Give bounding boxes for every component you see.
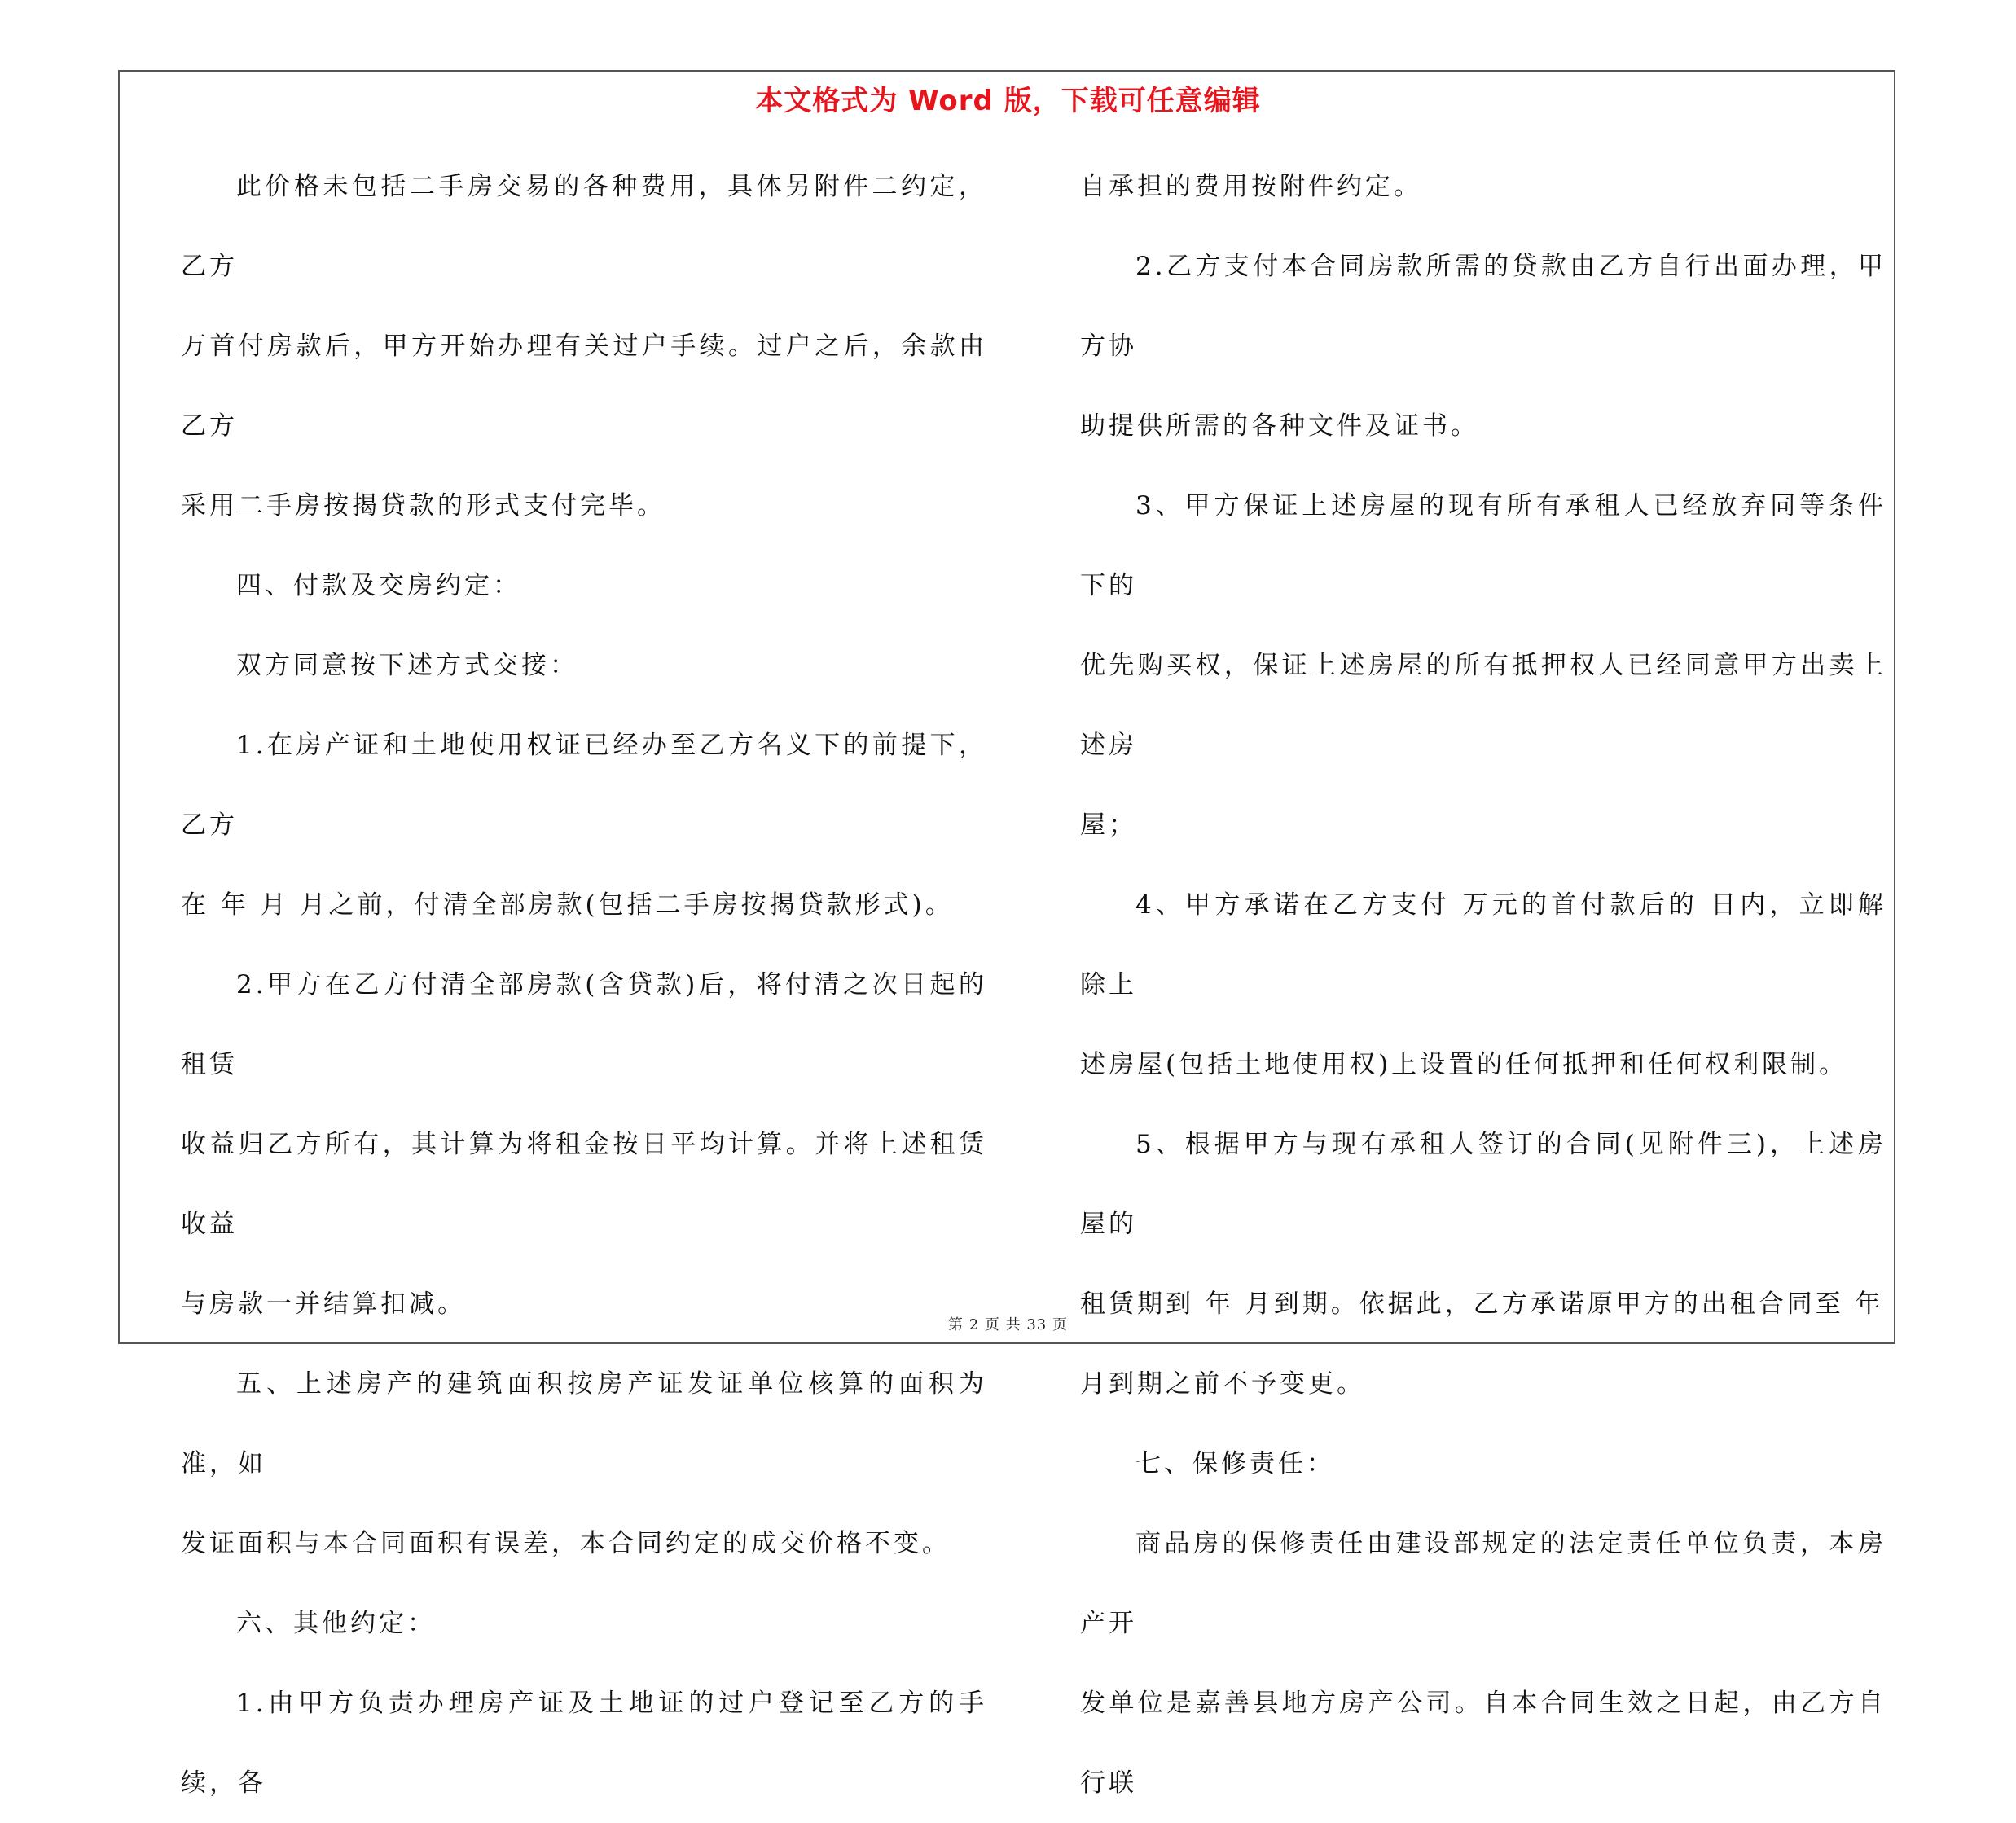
paragraph-line: 5、根据甲方与现有承租人签订的合同(见附件三)，上述房屋的 [1080,1130,1886,1239]
paragraph-line: 1.由甲方负责办理房产证及土地证的过户登记至乙方的手续，各 [181,1689,987,1798]
paragraph-line: 七、保修责任： [1135,1449,1335,1478]
paragraph-line: 优先购买权，保证上述房屋的所有抵押权人已经同意甲方出卖上述房 [1080,651,1886,760]
paragraph-line: 四、付款及交房约定： [236,571,521,600]
paragraph-line: 六、其他约定： [236,1609,436,1638]
paragraph-line: 2.乙方支付本合同房款所需的贷款由乙方自行出面办理，甲方协 [1080,252,1886,361]
format-banner: 本文格式为 Word 版，下载可任意编辑 [755,85,1261,117]
paragraph-line: 双方同意按下述方式交接： [236,651,578,680]
paragraph-line: 五、上述房产的建筑面积按房产证发证单位核算的面积为准，如 [181,1369,987,1478]
paragraph-line: 在 年 月 月之前，付清全部房款(包括二手房按揭贷款形式)。 [181,890,954,920]
paragraph-line: 此价格未包括二手房交易的各种费用，具体另附件二约定，乙方 [181,172,987,281]
paragraph-line: 采用二手房按揭贷款的形式支付完毕。 [181,491,665,521]
paragraph-line: 发单位是嘉善县地方房产公司。自本合同生效之日起，由乙方自行联 [1080,1689,1886,1798]
paragraph-line: 万首付房款后，甲方开始办理有关过户手续。过户之后，余款由乙方 [181,332,987,441]
left-column [181,147,987,1823]
paragraph-line: 3、甲方保证上述房屋的现有所有承租人已经放弃同等条件下的 [1080,491,1886,600]
paragraph-line: 屋； [1080,810,1137,840]
right-column [1080,147,1886,1823]
paragraph-line: 述房屋(包括土地使用权)上设置的任何抵押和任何权利限制。 [1080,1050,1848,1079]
paragraph-line: 租赁期到 年 月到期。依据此，乙方承诺原甲方的出租合同至 年 [1080,1289,1884,1319]
paragraph-line: 1.在房产证和土地使用权证已经办至乙方名义下的前提下，乙方 [181,731,987,840]
paragraph-line: 与房款一并结算扣减。 [181,1289,466,1319]
paragraph-line: 月到期之前不予变更。 [1080,1369,1365,1399]
paragraph-line: 4、甲方承诺在乙方支付 万元的首付款后的 日内，立即解除上 [1080,890,1886,999]
paragraph-line: 商品房的保修责任由建设部规定的法定责任单位负责，本房产开 [1080,1529,1886,1638]
paragraph-line: 助提供所需的各种文件及证书。 [1080,411,1479,441]
paragraph-line: 自承担的费用按附件约定。 [1080,172,1422,201]
page-number-footer: 第 2 页 共 33 页 [948,1316,1068,1333]
paragraph-line: 2.甲方在乙方付清全部房款(含贷款)后，将付清之次日起的租赁 [181,970,987,1079]
paragraph-line: 收益归乙方所有，其计算为将租金按日平均计算。并将上述租赁收益 [181,1130,987,1239]
paragraph-line: 发证面积与本合同面积有误差，本合同约定的成交价格不变。 [181,1529,951,1558]
